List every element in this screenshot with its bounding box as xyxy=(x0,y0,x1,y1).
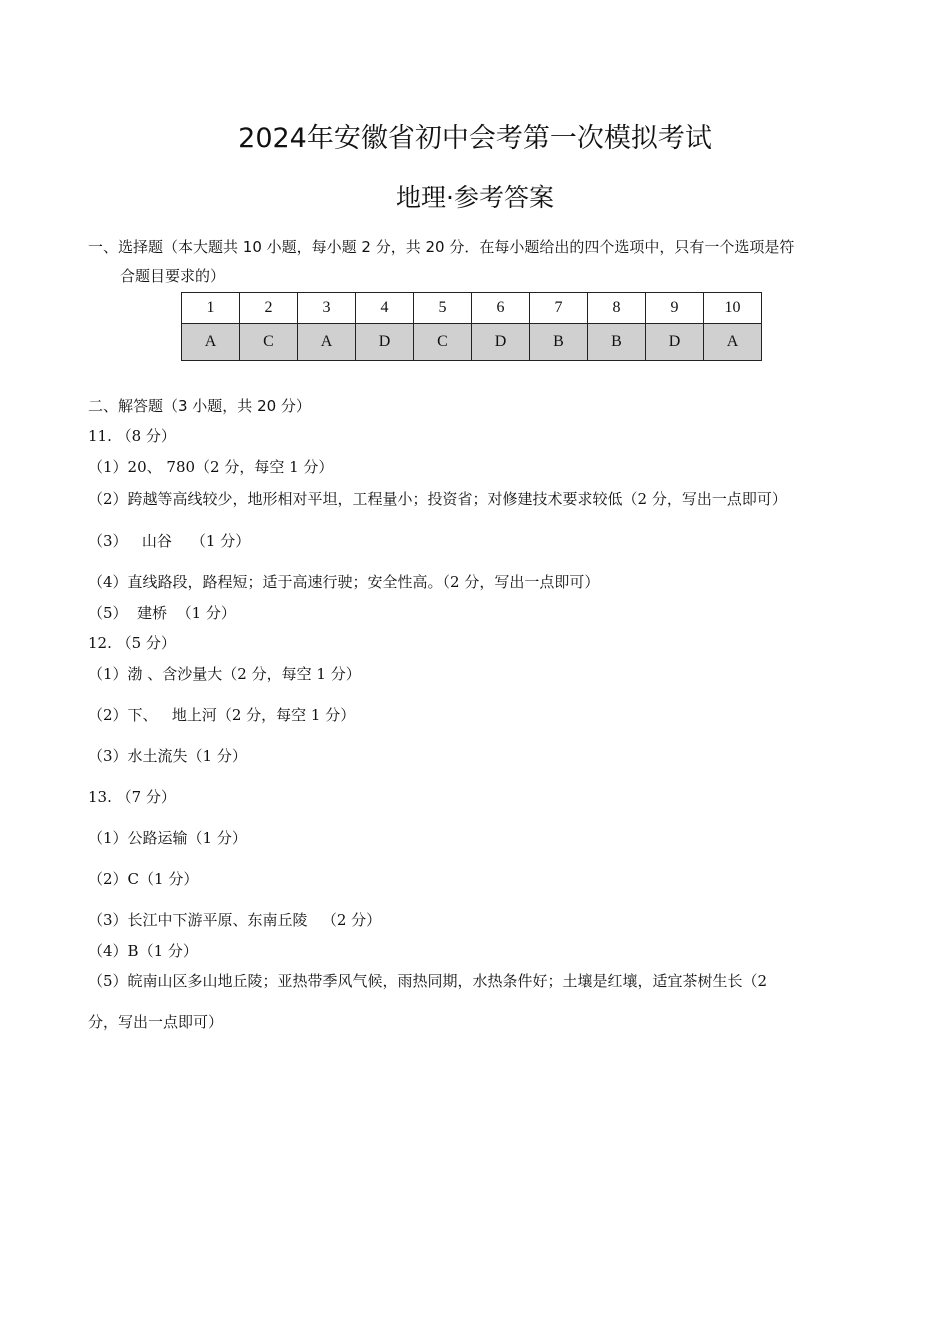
answer-cell: C xyxy=(240,324,298,361)
answer-cell: D xyxy=(356,324,414,361)
answer-cell: B xyxy=(530,324,588,361)
q11-answer-3: （3） 山谷 （1 分） xyxy=(88,532,251,550)
answer-table xyxy=(181,292,762,361)
q12-answer-2: （2）下、 地上河（2 分，每空 1 分） xyxy=(88,706,356,724)
question-number-cell: 3 xyxy=(298,293,356,324)
q13-heading: 13. （7 分） xyxy=(88,788,176,806)
q12-heading: 12. （5 分） xyxy=(88,634,176,652)
section1-heading-line1: 一、选择题（本大题共 10 小题，每小题 2 分，共 20 分．在每小题给出的四个选项中，只有一个选项是符 xyxy=(88,238,795,256)
q11-answer-2: （2）跨越等高线较少，地形相对平坦，工程量小；投资省；对修建技术要求较低（2 分，写出一点即可） xyxy=(88,490,787,508)
answer-cell: A xyxy=(298,324,356,361)
q11-heading: 11. （8 分） xyxy=(88,427,176,445)
answer-table-number-row xyxy=(182,293,762,324)
q11-answer-5: （5） 建桥 （1 分） xyxy=(88,604,236,622)
question-number-cell: 2 xyxy=(240,293,298,324)
question-number-cell: 8 xyxy=(588,293,646,324)
answer-cell: B xyxy=(588,324,646,361)
question-number-cell: 7 xyxy=(530,293,588,324)
answer-cell: C xyxy=(414,324,472,361)
q13-answer-4: （4）B（1 分） xyxy=(88,942,198,960)
question-number-cell: 10 xyxy=(704,293,762,324)
q13-answer-1: （1）公路运输（1 分） xyxy=(88,829,247,847)
question-number-cell: 6 xyxy=(472,293,530,324)
answer-cell: D xyxy=(472,324,530,361)
q13-answer-3: （3）长江中下游平原、东南丘陵 （2 分） xyxy=(88,911,382,929)
question-number-cell: 4 xyxy=(356,293,414,324)
section2-heading: 二、解答题（3 小题，共 20 分） xyxy=(88,397,311,415)
answer-cell: A xyxy=(182,324,240,361)
question-number-cell: 9 xyxy=(646,293,704,324)
page-subtitle: 地理·参考答案 xyxy=(396,183,554,212)
q13-answer-5-line2: 分，写出一点即可） xyxy=(88,1013,224,1031)
page-title: 2024年安徽省初中会考第一次模拟考试 xyxy=(238,123,712,154)
q12-answer-3: （3）水土流失（1 分） xyxy=(88,747,247,765)
q11-answer-1: （1）20、 780（2 分，每空 1 分） xyxy=(88,458,334,476)
section1-heading-line2: 合题目要求的） xyxy=(120,267,226,285)
q12-answer-1: （1）渤 、含沙量大（2 分，每空 1 分） xyxy=(88,665,361,683)
answer-cell: A xyxy=(704,324,762,361)
question-number-cell: 5 xyxy=(414,293,472,324)
q11-answer-4: （4）直线路段，路程短；适于高速行驶；安全性高。（2 分，写出一点即可） xyxy=(88,573,600,591)
answer-cell: D xyxy=(646,324,704,361)
q13-answer-2: （2）C（1 分） xyxy=(88,870,199,888)
question-number-cell: 1 xyxy=(182,293,240,324)
q13-answer-5-line1: （5）皖南山区多山地丘陵；亚热带季风气候，雨热同期，水热条件好；土壤是红壤，适宜茶树生长（2 xyxy=(88,972,768,990)
answer-table-answer-row xyxy=(182,324,762,361)
